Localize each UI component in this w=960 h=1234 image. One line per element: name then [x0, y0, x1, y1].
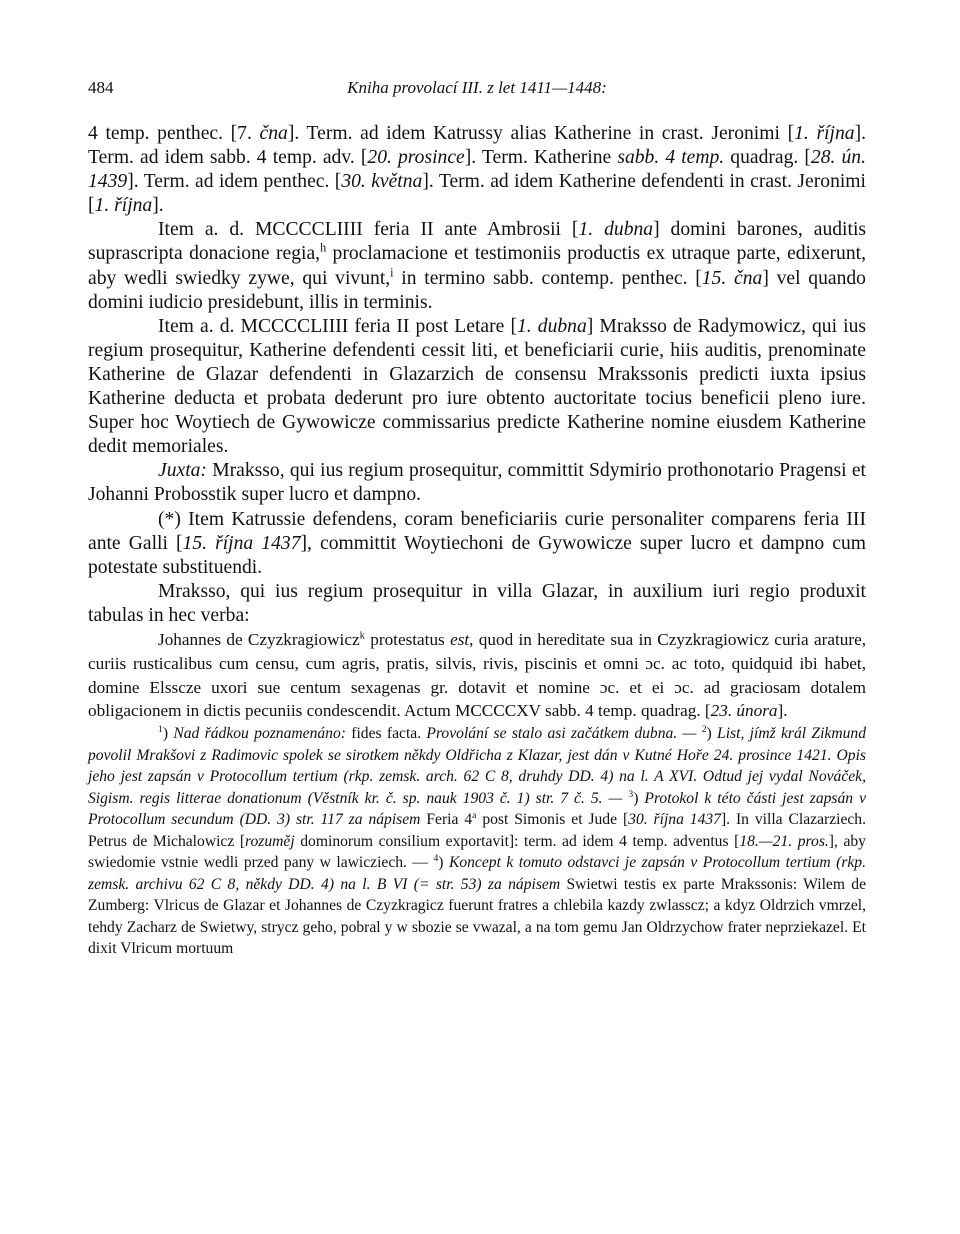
running-title: Kniha provolací III. z let 1411—1448: — [347, 78, 607, 97]
text-run: ) — [162, 725, 174, 743]
italic-text: Juxta: — [158, 460, 207, 482]
footnote-block — [88, 723, 866, 960]
italic-text: Provolání se stalo asi začátkem dubna. — — [426, 725, 702, 743]
text-run: ] domini barones, auditis suprascripta donacione regia, — [88, 219, 867, 265]
text-run: ) — [438, 854, 449, 872]
text-run: Item a. d. MCCCCLIIII feria II post Letare [ — [158, 315, 517, 337]
italic-text: 1. října — [94, 195, 153, 217]
text-run: ], aby swiedomie vstnie wedli przed pany w lawicziech. — — [88, 832, 866, 872]
text-run: ]. In villa Clazarziech. Petrus de Michalowicz [ — [88, 811, 866, 850]
note-marker: k — [359, 630, 365, 642]
italic-text: 1. října — [794, 123, 855, 144]
text-run: 4 temp. penthec. [7. — [88, 123, 260, 144]
note-marker: h — [320, 240, 327, 255]
note-marker: i — [390, 265, 394, 280]
page-number: 484 — [88, 78, 114, 97]
italic-text: 28. ún. 1439 — [88, 147, 866, 193]
italic-text: 15. října 1437 — [182, 532, 301, 554]
text-run: fides facta. — [345, 725, 427, 743]
text-run: ]. Term. ad idem Katherine defendenti in crast. Jeronimi [ — [88, 171, 866, 217]
note-marker: 3 — [628, 788, 634, 800]
text-run: ) — [706, 725, 718, 743]
italic-text: 30. října 1437 — [628, 811, 721, 829]
text-run: Feria 4 — [420, 811, 473, 829]
italic-text: Koncept k tomuto odstavci je zapsán v Protocollum tertium (rkp. zemsk. archivu 62 C 8, někdy DD. 4) na l. B VI (= str. 53) za nápisem — [88, 854, 867, 893]
text-run: dominorum consilium exportavit]: term. ad idem 4 temp. adventus [ — [294, 832, 740, 850]
text-run: ]. Term. Katherine — [464, 147, 618, 169]
paragraph — [88, 315, 866, 460]
italic-text: sabb. 4 temp. — [617, 147, 725, 169]
italic-text: est — [450, 629, 470, 649]
italic-text: 1. dubna — [578, 219, 654, 241]
note-marker: 1 — [158, 723, 163, 735]
text-run: Johannes de Czyzkragiowicz — [158, 629, 360, 649]
paragraph — [88, 508, 866, 580]
text-run: proclamacione et testimoniis productis ex utraque parte, edixerunt, aby wedli swiedky zywe, qui vivunt, — [88, 243, 866, 289]
text-run: , quod in hereditate sua in Czyzkragiowicz curia arature, curiis rusticalibus cum censu, cum agris, pratis, silvis, rivis, piscinis et omni ɔc. ac toto, quidquid ibi habet, domine Elsscze uxori sue centum sexagenas gr. dotavit et nomine ɔc. et ei ɔc. ad graciosam dotalem obligacionem in dictis pecuniis condescendit. Actum MCCCCXV sabb. 4 temp. quadrag. [ — [88, 629, 867, 721]
italic-text: 18.—21. pros. — [739, 832, 829, 850]
italic-text: Nad řádkou poznamenáno: — [173, 725, 346, 743]
text-run: (*) Item Katrussie defendens, coram beneficiariis curie personaliter comparens feria III ante Galli [ — [88, 508, 866, 554]
text-run: protestatus — [364, 629, 451, 649]
text-run: post Simonis et Jude [ — [476, 811, 629, 829]
italic-text: čna — [259, 123, 288, 144]
text-run: Swietwi testis ex parte Mrakssonis: Wilem de Zumberg: Vlricus de Glazar et Johannes de Czyzkragicz fuerunt fratres a chlebila kazdy zwlasscz; a kdyz Oldrzich vmrzel, tehdy Zacharz de Swietwy, strycz geho, pobral y w sbozie se vwazal, a na tom gemu Jan Oldrzychow frater neprziekazel. Et dixit Vlricum mortuum — [88, 875, 867, 958]
italic-text: 23. února — [710, 701, 778, 721]
text-run: in termino sabb. contemp. penthec. [ — [393, 267, 702, 289]
paragraph — [88, 122, 866, 218]
book-page — [88, 74, 866, 960]
text-run: Mraksso, qui ius regium prosequitur, committit Sdymirio prothonotario Pragensi et Johanni Probosstik super lucro et dampno. — [88, 460, 866, 506]
italic-text: 20. prosince — [367, 147, 465, 169]
text-run: ] vel quando domini iudicio presidebunt, illis in terminis. — [88, 267, 866, 313]
italic-text: List, jímž král Zikmund povolil Mrakšovi z Radimovic spolek se sirotkem někdy Oldřicha z Klazar, jest dán v Kutné Hoře 24. prosince 1421. Opis jeho jest zapsán v Protocollum tertium (rkp. zemsk. arch. 62 C 8, druhdy DD. 4) na l. A XVI. Odtud jej vydal Nováček, Sigism. regis litterae donationum (Věstník kr. č. sp. nauk 1903 č. 1) str. 7 č. 5. — — [88, 725, 866, 807]
note-marker: a — [472, 809, 477, 821]
italic-text: 1. dubna — [516, 315, 587, 337]
text-run: ] Mraksso de Radymowicz, qui ius regium prosequitur, Katherine defendenti cessit liti, et beneficiarii curie, hiis auditis, prenominate Katherine de Glazar defendenti in Glazarzich de consensu Mrakssonis predicti iuxta ipsius Katherine deducta et probata dederunt pro iure obtento auctoritate tocius beneficii pleno iure. Super hoc Woytiech de Gywowicze commissarius predicte Katherine nomine eiusdem Katherine dedit memoriales. — [88, 315, 867, 458]
italic-text: 30. května — [341, 171, 423, 193]
text-run: ]. — [777, 701, 788, 721]
footnotes — [88, 723, 866, 960]
text-run: ]. Term. ad idem Katrussy alias Katherine in crast. Jeronimi [ — [287, 123, 795, 144]
text-run: ]. — [152, 195, 164, 217]
text-run: quadrag. [ — [724, 147, 811, 169]
page-header — [88, 74, 866, 108]
paragraph — [88, 580, 866, 628]
paragraph — [88, 459, 866, 507]
note-marker: 4 — [433, 852, 439, 864]
paragraph — [88, 218, 866, 314]
inset-charter — [88, 628, 866, 723]
main-text — [88, 122, 866, 723]
text-run: ], committit Woytiechoni de Gywowicze super lucro et dampno cum potestate substituendi. — [88, 532, 866, 578]
italic-text: 15. čna — [701, 267, 763, 289]
text-run: ]. Term. ad idem sabb. 4 temp. adv. [ — [88, 123, 867, 169]
text-run: Item a. d. MCCCCLIIII feria II ante Ambrosii [ — [158, 219, 579, 241]
text-run: ) — [633, 789, 645, 807]
text-run: Mraksso, qui ius regium prosequitur in villa Glazar, in auxilium iuri regio produxit tabulas in hec verba: — [88, 580, 866, 626]
text-run: ]. Term. ad idem penthec. [ — [127, 171, 342, 193]
note-marker: 2 — [701, 723, 707, 735]
italic-text: rozuměj — [245, 832, 295, 850]
italic-text: Protokol k této části jest zapsán v Protocollum secundum (DD. 3) str. 117 za nápisem — [88, 789, 866, 829]
